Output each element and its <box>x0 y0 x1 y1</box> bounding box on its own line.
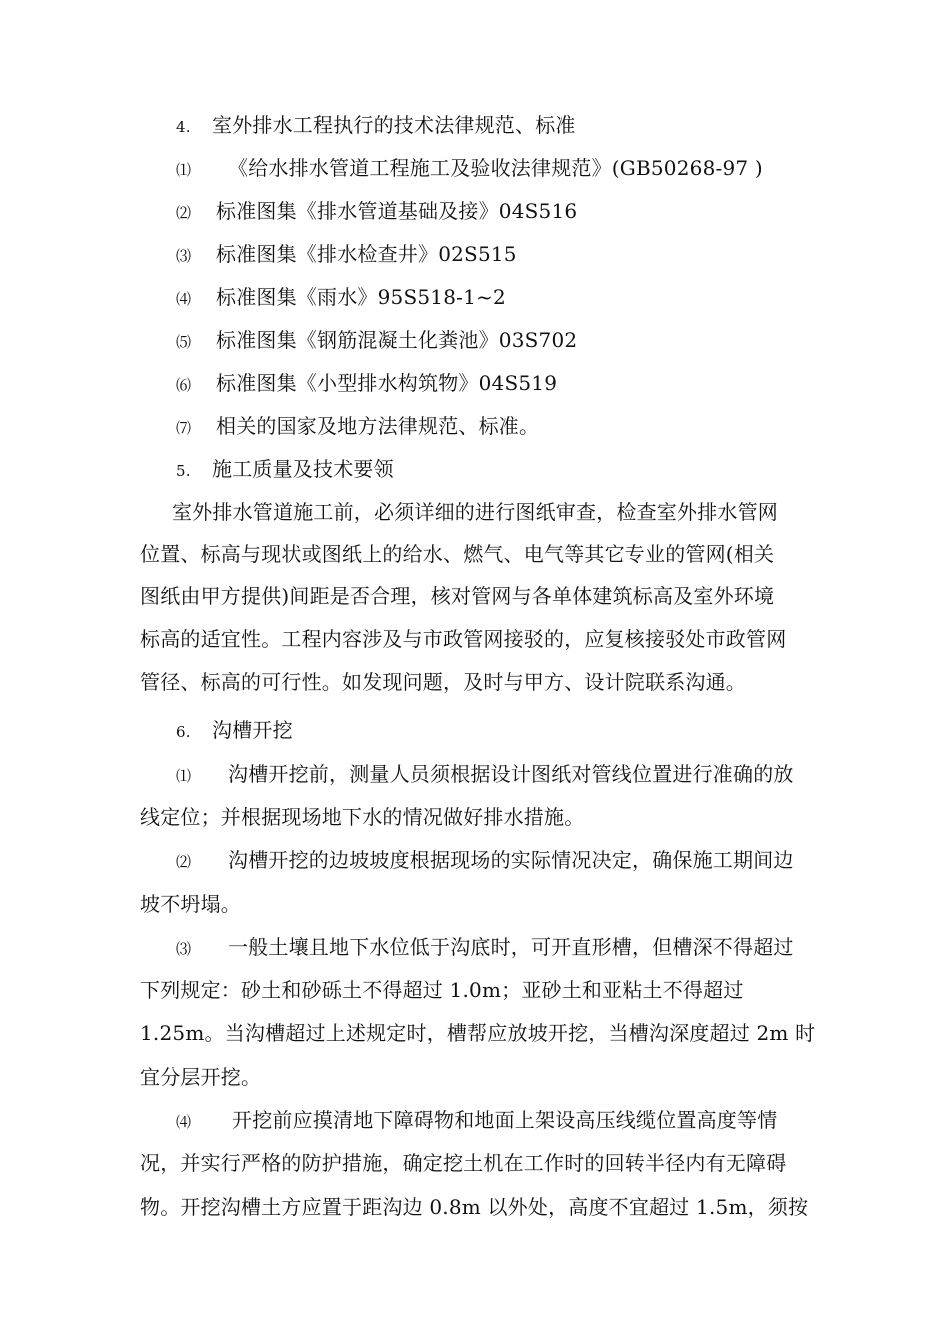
list-item <box>176 197 577 227</box>
list-item-number: ⑵ <box>176 853 192 871</box>
list-item-text: 标准图集《小型排水构筑物》04S519 <box>216 371 558 395</box>
paragraph-line: 下列规定：砂土和砂砾土不得超过 1.0m；亚砂土和亚粘土不得超过 <box>140 978 744 1002</box>
list-item-text: 标准图集《钢筋混凝土化粪池》03S702 <box>216 328 578 352</box>
section-title: 沟槽开挖 <box>212 718 293 742</box>
list-item-number: ⑴ <box>176 767 192 785</box>
list-item <box>176 240 517 270</box>
section-number: 6. <box>176 723 191 741</box>
paragraph-line <box>176 1106 777 1136</box>
section-6-heading <box>176 716 293 746</box>
list-item <box>176 369 557 399</box>
list-item-text: 相关的国家及地方法律规范、标准。 <box>216 414 540 438</box>
list-item-text: 一般土壤且地下水位低于沟底时，可开直形槽，但槽深不得超过 <box>228 935 794 959</box>
list-item-number: ⑵ <box>176 204 192 222</box>
list-item-text: 开挖前应摸清地下障碍物和地面上架设高压线缆位置高度等情 <box>232 1108 778 1132</box>
paragraph-line: 位置、标高与现状或图纸上的给水、燃气、电气等其它专业的管网(相关 <box>140 542 775 566</box>
list-item <box>176 412 539 442</box>
list-item-text: 标准图集《排水检查井》02S515 <box>216 242 517 266</box>
list-item-number: ⑷ <box>176 1113 192 1131</box>
list-item-text: 《给水排水管道工程施工及验收法律规范》(GB50268-97 ) <box>228 156 763 180</box>
list-item-number: ⑴ <box>176 161 192 179</box>
paragraph-line: 管径、标高的可行性。如发现问题，及时与甲方、设计院联系沟通。 <box>140 670 746 694</box>
list-item-text: 标准图集《排水管道基础及接》04S516 <box>216 199 578 223</box>
paragraph-line <box>176 933 794 963</box>
list-item-text: 标准图集《雨水》95S518-1~2 <box>216 285 506 309</box>
paragraph-line: 况，并实行严格的防护措施，确定挖土机在工作时的回转半径内有无障碍 <box>140 1151 787 1175</box>
paragraph-line: 图纸由甲方提供)间距是否合理，核对管网与各单体建筑标高及室外环境 <box>140 584 775 608</box>
list-item-number: ⑸ <box>176 333 192 351</box>
list-item-number: ⑺ <box>176 419 192 437</box>
list-item <box>176 326 577 356</box>
paragraph-line: 标高的适宜性。工程内容涉及与市政管网接驳的，应复核接驳处市政管网 <box>140 627 787 651</box>
section-title: 室外排水工程执行的技术法律规范、标准 <box>212 113 576 137</box>
paragraph-line: 宜分层开挖。 <box>140 1065 262 1089</box>
list-item-number: ⑷ <box>176 290 192 308</box>
section-number: 4. <box>176 118 191 136</box>
paragraph-line: 1.25m。当沟槽超过上述规定时，槽帮应放坡开挖，当槽沟深度超过 2m 时 <box>140 1021 816 1045</box>
section-number: 5. <box>176 462 191 480</box>
paragraph-line: 坡不坍塌。 <box>140 892 241 916</box>
section-title: 施工质量及技术要领 <box>212 457 394 481</box>
list-item-number: ⑶ <box>176 247 192 265</box>
list-item-number: ⑶ <box>176 940 192 958</box>
paragraph-line <box>176 760 794 790</box>
section-4-heading <box>176 111 576 141</box>
list-item <box>176 283 506 313</box>
paragraph-line: 物。开挖沟槽土方应置于距沟边 0.8m 以外处，高度不宜超过 1.5m，须按 <box>140 1195 809 1219</box>
paragraph-line: 线定位；并根据现场地下水的情况做好排水措施。 <box>140 805 585 829</box>
paragraph-line <box>176 846 794 876</box>
list-item-text: 沟槽开挖的边坡坡度根据现场的实际情况决定，确保施工期间边 <box>228 848 794 872</box>
list-item <box>176 154 763 184</box>
list-item-text: 沟槽开挖前，测量人员须根据设计图纸对管线位置进行准确的放 <box>228 762 794 786</box>
paragraph-line: 室外排水管道施工前，必须详细的进行图纸审查，检查室外排水管网 <box>172 500 778 524</box>
section-5-heading <box>176 455 394 485</box>
list-item-number: ⑹ <box>176 376 192 394</box>
